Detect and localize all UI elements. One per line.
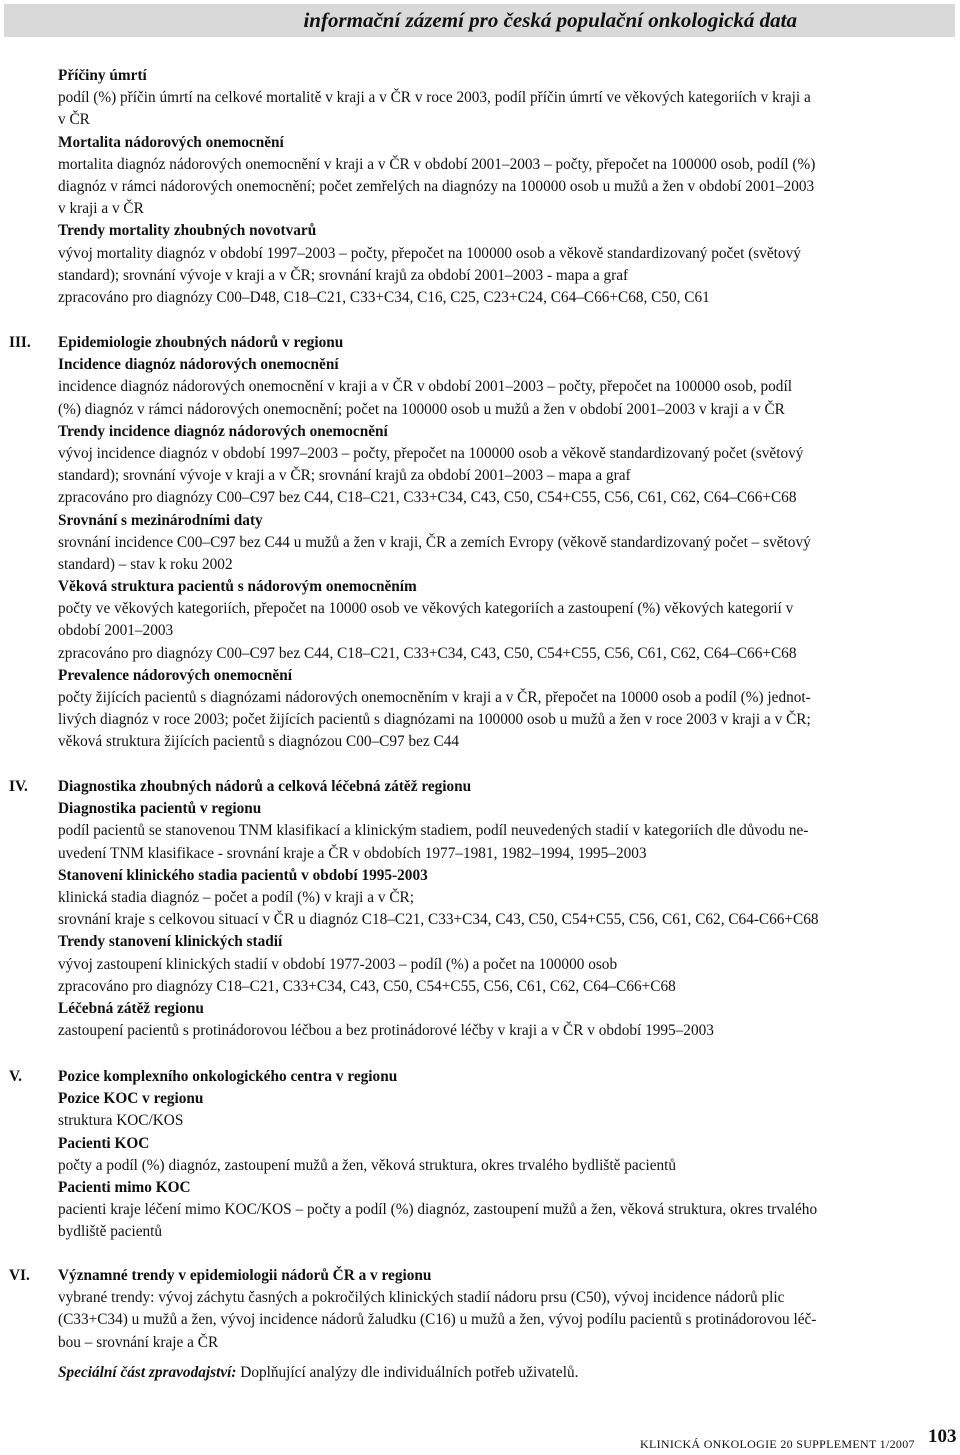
text-line: zastoupení pacientů s protinádorovou léčbou a bez protinádorové léčby v kraji a v ČR v období 1995–2003 — [58, 1022, 714, 1040]
text-line: srovnání incidence C00–C97 bez C44 u mužů a žen v kraji, ČR a zemích Evropy (věkově standardizovaný počet – světový — [58, 533, 811, 551]
text-line: struktura KOC/KOS — [58, 1112, 184, 1130]
text-line: standard) – stav k roku 2002 — [58, 555, 233, 573]
text-line: podíl (%) příčin úmrtí na celkové mortalitě v kraji a v ČR v roce 2003, podíl příčin úmrtí ve věkových kategoriích v kraji a — [58, 89, 811, 107]
text-line: věková struktura žijících pacientů s diagnózou C00–C97 bez C44 — [58, 733, 460, 751]
text-line: (%) diagnóz v rámci nádorových onemocnění; počet na 100000 osob u mužů a žen v období 2001–2003 v kraji a v ČR — [58, 400, 785, 418]
text-line: počty a podíl (%) diagnóz, zastoupení mužů a žen, věková struktura, okres trvalého bydliště pacientů — [58, 1156, 677, 1174]
special-label: Speciální část zpravodajství: — [58, 1364, 237, 1381]
text-line: zpracováno pro diagnózy C00–C97 bez C44, C18–C21, C33+C34, C43, C50, C54+C55, C56, C61, C62, C64–C66+C68 — [58, 644, 797, 662]
text-line: vývoj mortality diagnóz v období 1997–2003 – počty, přepočet na 100000 osob a věkově standardizovaný počet (světový — [58, 244, 801, 262]
section-IV-content — [58, 776, 948, 1042]
subsection-heading: Věková struktura pacientů s nádorovým onemocněním — [58, 578, 417, 596]
text-line: standard); srovnání vývoje v kraji a v ČR; srovnání krajů za období 2001–2003 – mapa a graf — [58, 467, 631, 485]
text-line: v ČR — [58, 111, 90, 129]
text-line: bydliště pacientů — [58, 1223, 163, 1241]
subsection-heading: Stanovení klinického stadia pacientů v období 1995-2003 — [58, 866, 428, 884]
subsection-heading: Prevalence nádorových onemocnění — [58, 666, 292, 684]
text-line: diagnóz v rámci nádorových onemocnění; počet zemřelých na diagnózy na 100000 osob u mužů a žen v období 2001–2003 — [58, 177, 815, 195]
subsection-heading: Trendy stanovení klinických stadií — [58, 933, 283, 951]
section-III-content — [58, 332, 948, 754]
subsection-heading: Srovnání s mezinárodními daty — [58, 511, 263, 529]
subsection-heading: Pozice komplexního onkologického centra v regionu — [58, 1068, 398, 1085]
section-number: VI. — [9, 1267, 30, 1284]
subsection-heading: Epidemiologie zhoubných nádorů v regionu — [58, 334, 344, 351]
header-title: informační zázemí pro česká populační onkologická data — [303, 8, 797, 32]
subsection-heading: Příčiny úmrtí — [58, 67, 147, 84]
section-number: V. — [9, 1068, 22, 1085]
text-line: uvedení TNM klasifikace - srovnání kraje a ČR v obdobích 1977–1981, 1982–1994, 1995–2003 — [58, 844, 647, 862]
section-VI-content — [58, 1265, 948, 1354]
section-V-content — [58, 1066, 948, 1244]
subsection-heading: Pozice KOC v regionu — [58, 1090, 204, 1108]
text-line: počty žijících pacientů s diagnózami nádorových onemocněním v kraji a v ČR, přepočet na 10000 osob a podíl (%) jednot- — [58, 689, 811, 706]
text-line: vývoj incidence diagnóz v období 1997–2003 – počty, přepočet na 100000 osob a věkově standardizovaný počet (světový — [58, 444, 804, 462]
text-line: zpracováno pro diagnózy C00–C97 bez C44, C18–C21, C33+C34, C43, C50, C54+C55, C56, C61, C62, C64–C66+C68 — [58, 489, 797, 507]
subsection-heading: Pacienti mimo KOC — [58, 1178, 191, 1196]
text-line: zpracováno pro diagnózy C18–C21, C33+C34, C43, C50, C54+C55, C56, C61, C62, C64–C66+C68 — [58, 977, 676, 995]
text-line: vybrané trendy: vývoj záchytu časných a pokročilých klinických stadií nádoru prsu (C50), vývoj incidence nádorů plic — [58, 1289, 785, 1307]
subsection-heading: Léčebná zátěž regionu — [58, 999, 204, 1017]
journal-name: KLINICKÁ ONKOLOGIE 20 SUPPLEMENT 1/2007 — [640, 1437, 915, 1451]
subsection-heading: Významné trendy v epidemiologii nádorů ČR a v regionu — [58, 1267, 432, 1284]
subsection-heading: Diagnostika zhoubných nádorů a celková léčebná zátěž regionu — [58, 778, 472, 795]
text-line: zpracováno pro diagnózy C00–D48, C18–C21, C33+C34, C16, C25, C23+C24, C64–C66+C68, C50, C61 — [58, 288, 710, 306]
subsection-heading: Trendy incidence diagnóz nádorových onemocnění — [58, 422, 388, 440]
text-line: livých diagnóz v roce 2003; počet žijících pacientů s diagnózami na 100000 osob u mužů a žen v roce 2003 v kraji a v ČR; — [58, 711, 811, 729]
text-line: standard); srovnání vývoje v kraji a v ČR; srovnání krajů za období 2001–2003 - mapa a graf — [58, 266, 629, 284]
subsection-heading: Diagnostika pacientů v regionu — [58, 800, 262, 818]
subsection-heading: Incidence diagnóz nádorových onemocnění — [58, 356, 339, 374]
section-continued-content — [58, 65, 948, 309]
text-line: počty ve věkových kategoriích, přepočet na 10000 osob ve věkových kategoriích a zastoupení (%) věkových kategorií v — [58, 600, 794, 618]
text-line: klinická stadia diagnóz – počet a podíl (%) v kraji a v ČR; — [58, 888, 414, 906]
section-number: III. — [9, 334, 31, 351]
subsection-heading: Trendy mortality zhoubných novotvarů — [58, 222, 317, 240]
subsection-heading: Pacienti KOC — [58, 1134, 150, 1152]
special-text: Doplňující analýzy dle individuálních potřeb uživatelů. — [236, 1364, 579, 1381]
text-line: mortalita diagnóz nádorových onemocnění v kraji a v ČR v období 2001–2003 – počty, přepočet na 100000 osob, podíl (%) — [58, 155, 816, 173]
text-line: období 2001–2003 — [58, 622, 174, 640]
text-line: podíl pacientů se stanovenou TNM klasifikací a klinickým stadiem, podíl neuvedených stadií v kategoriích dle důvodu ne- — [58, 822, 809, 840]
section-number: IV. — [9, 778, 28, 795]
page-number: 103 — [928, 1426, 957, 1447]
page-header — [4, 4, 955, 37]
text-line: pacienti kraje léčení mimo KOC/KOS – počty a podíl (%) diagnóz, zastoupení mužů a žen, věková struktura, okres trvalého — [58, 1201, 818, 1219]
text-line: (C33+C34) u mužů a žen, vývoj incidence nádorů žaludku (C16) u mužů a žen, vývoj podílu pacientů s protinádorovou léč- — [58, 1311, 817, 1329]
subsection-heading: Mortalita nádorových onemocnění — [58, 133, 284, 151]
text-line: vývoj zastoupení klinických stadií v období 1977-2003 – podíl (%) a počet na 100000 osob — [58, 955, 618, 973]
text-line: incidence diagnóz nádorových onemocnění v kraji a v ČR v období 2001–2003 – počty, přepočet na 100000 osob, podíl — [58, 378, 792, 396]
text-line: srovnání kraje s celkovou situací v ČR u diagnóz C18–C21, C33+C34, C43, C50, C54+C55, C56, C61, C62, C64-C66+C68 — [58, 911, 819, 929]
text-line: v kraji a v ČR — [58, 200, 144, 218]
text-line: bou – srovnání kraje a ČR — [58, 1333, 219, 1351]
